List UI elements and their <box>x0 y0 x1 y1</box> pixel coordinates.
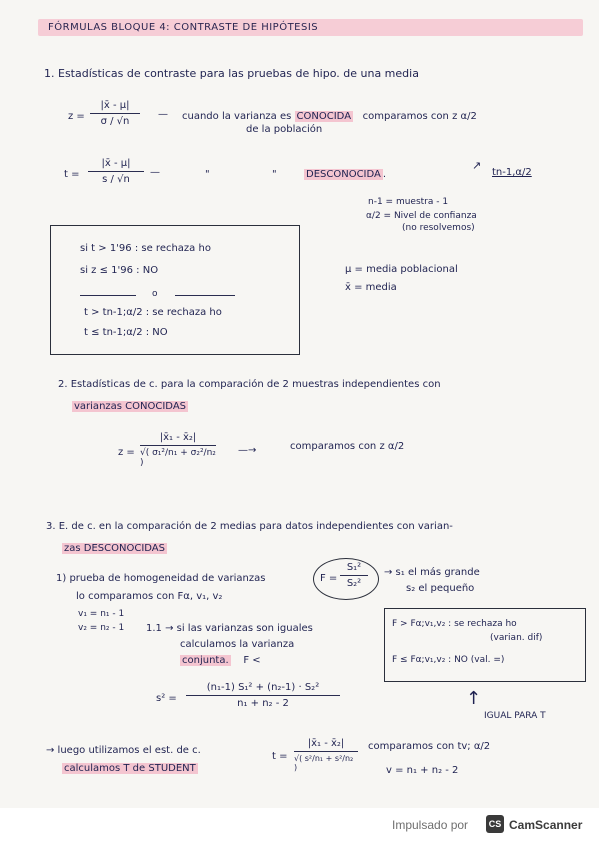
n-minus-one-note: n-1 = muestra - 1 <box>368 197 449 207</box>
separator-right <box>175 295 235 296</box>
f-denominator: S₂² <box>346 578 362 589</box>
equal-variances-1: 1.1 → si las varianzas son iguales <box>146 623 313 634</box>
s2-compare: comparamos con z α/2 <box>290 441 405 452</box>
pooled-var-denominator: n₁ + n₂ - 2 <box>237 698 289 709</box>
v2-def: v₂ = n₂ - 1 <box>78 623 125 633</box>
z-fraction <box>90 100 140 127</box>
s2-z-lhs: z = <box>118 447 135 458</box>
f-reject-note: (varian. dif) <box>490 633 543 643</box>
up-arrow: ↑ <box>466 688 482 709</box>
homogeneity-compare: lo comparamos con Fα, v₁, v₂ <box>76 591 223 602</box>
rule-z-reject: si t > 1'96 : se rechaza ho <box>80 243 211 254</box>
z-denominator: σ / √n <box>100 116 130 127</box>
mu-definition: µ = media poblacional <box>345 264 458 275</box>
alpha-note: α/2 = Nivel de confianza <box>366 211 477 221</box>
page-title: FÓRMULAS BLOQUE 4: CONTRASTE DE HIPÓTESIS <box>48 22 319 33</box>
ditto-mark-2: " <box>272 169 277 180</box>
f-accept-rule: F ≤ Fα;v₁,v₂ : NO (val. =) <box>392 655 505 665</box>
alpha-note-2: (no resolvemos) <box>402 223 475 233</box>
t-denominator: s / √n <box>102 174 130 185</box>
s2-numerator: |x̄₁ - x̄₂| <box>159 432 197 443</box>
t-final-compare: comparamos con tv; α/2 <box>368 741 491 752</box>
pooled-var-lhs: s² = <box>156 693 177 704</box>
s2-z-fraction <box>140 432 216 468</box>
t-lhs: t = <box>64 169 80 180</box>
f-note-small: s₂ el pequeño <box>406 583 475 594</box>
rule-t-accept: t ≤ tn-1;α/2 : NO <box>84 327 168 338</box>
equal-variances-2: calculamos la varianza <box>180 639 295 650</box>
separator-or: o <box>152 289 158 299</box>
f-note-large: → s₁ el más grande <box>384 567 480 578</box>
section2-heading-2: varianzas CONOCIDAS <box>74 401 187 412</box>
igual-para-t: IGUAL PARA T <box>484 711 546 721</box>
separator-left <box>80 295 136 296</box>
t-numerator: |x̄ - µ| <box>101 158 131 169</box>
s2-arrow: —→ <box>238 445 257 456</box>
v1-def: v₁ = n₁ - 1 <box>78 609 125 619</box>
f-numerator: S₁² <box>346 562 362 573</box>
section2-heading: 2. Estadísticas de c. para la comparación de 2 muestras independientes con <box>58 379 441 390</box>
f-reject-rule: F > Fα;v₁,v₂ : se rechaza ho <box>392 619 517 629</box>
rule-t-reject: t > tn-1;α/2 : se rechaza ho <box>84 307 222 318</box>
pooled-var-numerator: (n₁-1) S₁² + (n₂-1) · S₂² <box>206 682 320 693</box>
t-final-denominator: √( s²/n₁ + s²/n₂ ) <box>294 754 354 772</box>
conocida-highlight: CONOCIDA <box>296 111 352 122</box>
arrow-to-tcrit: ↗ <box>472 159 482 172</box>
equal-variances-3: conjunta. F < <box>182 655 261 666</box>
t-fraction <box>88 158 144 185</box>
z-lhs: z = <box>68 111 85 122</box>
calc-t-student: calculamos T de STUDENT <box>64 763 196 774</box>
then-use-statistic: → luego utilizamos el est. de c. <box>46 745 201 756</box>
homogeneity-test: 1) prueba de homogeneidad de varianzas <box>56 573 266 584</box>
s2-denominator: √( σ₁²/n₁ + σ₂²/n₂ ) <box>140 448 216 468</box>
pooled-var-fraction <box>186 682 340 709</box>
z-desc-part2: de la población <box>246 124 323 135</box>
camscanner-logo-icon: CS <box>486 815 504 833</box>
section3-heading-2: zas DESCONOCIDAS <box>64 543 165 554</box>
z-numerator: |x̄ - µ| <box>100 100 130 111</box>
t-critical-label: tn-1,α/2 <box>492 167 532 178</box>
ditto-mark-1: " <box>205 169 210 180</box>
f-fraction <box>340 562 368 589</box>
section3-heading: 3. E. de c. en la comparación de 2 medias para datos independientes con varian- <box>46 521 453 532</box>
z-dash: — <box>158 109 168 120</box>
t-final-df: v = n₁ + n₂ - 2 <box>386 765 459 776</box>
t-final-numerator: |x̄₁ - x̄₂| <box>307 738 345 749</box>
f-lhs: F = <box>320 573 338 584</box>
desconocida-text: DESCONOCIDA . <box>306 169 387 180</box>
t-dash: — <box>150 167 160 178</box>
z-desc-part1: cuando la varianza es CONOCIDA comparamos con z α/2 <box>182 111 477 122</box>
rule-z-accept: si z ≤ 1'96 : NO <box>80 265 159 276</box>
section1-heading: 1. Estadísticas de contraste para las pruebas de hipo. de una media <box>44 67 419 80</box>
t-final-fraction <box>294 738 358 772</box>
xbar-definition: x̄ = media <box>345 282 397 293</box>
powered-by-text: Impulsado por <box>392 818 469 832</box>
t-final-lhs: t = <box>272 751 288 762</box>
camscanner-brand: CamScanner <box>509 818 583 832</box>
